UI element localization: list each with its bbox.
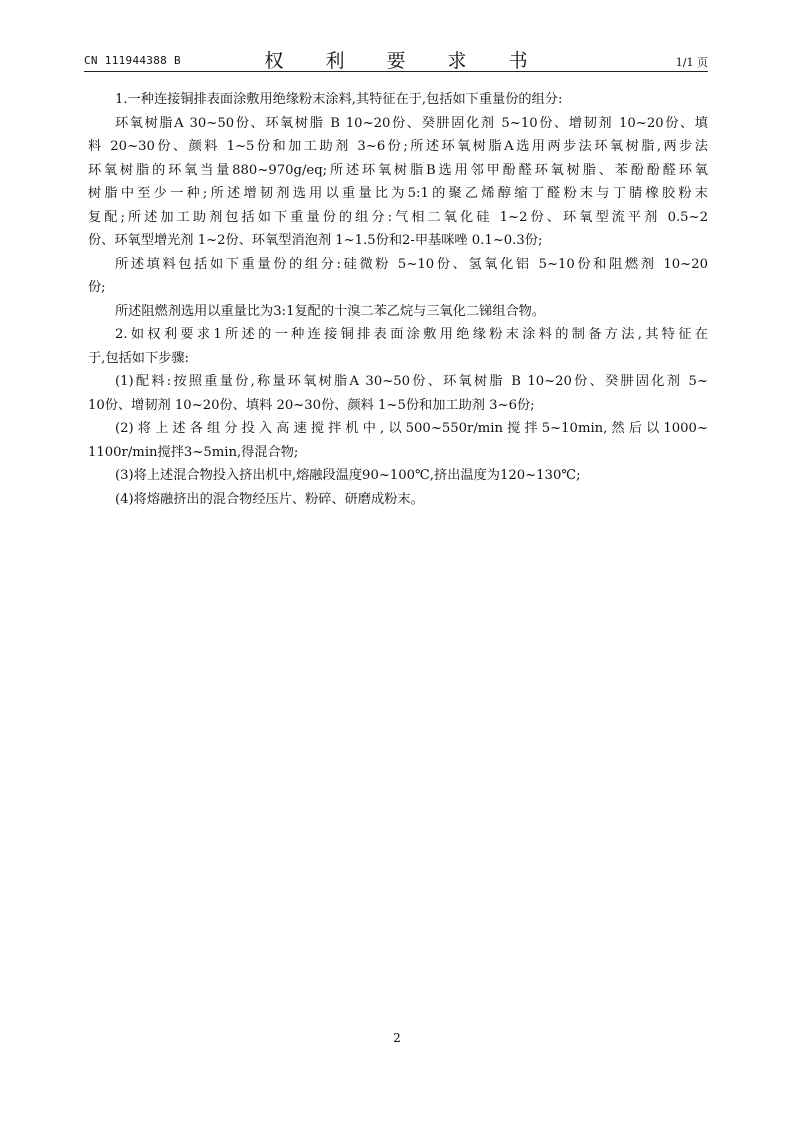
document-title: 权 利 要 求 书 bbox=[264, 50, 546, 72]
claim-1-intro bbox=[88, 88, 708, 112]
text-line: 树脂中至少一种;所述增韧剂选用以重量比为5:1的聚乙烯醇缩丁醛粉末与丁腈橡胶粉末 bbox=[88, 186, 708, 201]
page-count-label: 1/1 页 bbox=[675, 56, 708, 69]
claim-1-composition bbox=[88, 112, 708, 253]
text-line: (2)将上述各组分投入高速搅拌机中,以500~550r/min搅拌5~10min,然后以1000~ bbox=[115, 421, 708, 436]
text-line: (4)将熔融挤出的混合物经压片、粉碎、研磨成粉末。 bbox=[115, 491, 424, 507]
page-header bbox=[84, 46, 708, 70]
text-line: 2.如权利要求1所述的一种连接铜排表面涂敷用绝缘粉末涂料的制备方法,其特征在 bbox=[115, 327, 708, 342]
claim-1-flame-retardant bbox=[88, 300, 708, 324]
claim-2-intro bbox=[88, 323, 708, 370]
claim-2-step-2 bbox=[88, 417, 708, 464]
page-number: 2 bbox=[393, 1031, 401, 1045]
text-line: 份; bbox=[88, 280, 106, 295]
text-line: 所述填料包括如下重量份的组分:硅微粉 5~10份、氢氧化铝 5~10份和阻燃剂 10~20 bbox=[115, 256, 708, 272]
claim-2-step-4 bbox=[88, 488, 708, 512]
text-line: 于,包括如下步骤: bbox=[88, 350, 189, 366]
claims-body bbox=[88, 88, 708, 511]
text-line: 环氧树脂的环氧当量880~970g/eq;所述环氧树脂B选用邻甲酚醛环氧树脂、苯酚酚醛环氧 bbox=[88, 162, 708, 178]
text-line: (1)配料:按照重量份,称量环氧树脂A 30~50份、环氧树脂 B 10~20份、癸肼固化剂 5~ bbox=[115, 374, 708, 389]
text-line: 份、环氧型增光剂 1~2份、环氧型消泡剂 1~1.5份和2-甲基咪唑 0.1~0.3份; bbox=[88, 233, 543, 248]
text-line: 1100r/min搅拌3~5min,得混合物; bbox=[88, 444, 299, 460]
text-line: 环氧树脂A 30~50份、环氧树脂 B 10~20份、癸肼固化剂 5~10份、增韧剂 10~20份、填 bbox=[115, 115, 708, 131]
claim-2-step-3 bbox=[88, 464, 708, 488]
header-rule bbox=[84, 71, 708, 72]
text-line: 10份、增韧剂 10~20份、填料 20~30份、颜料 1~5份和加工助剂 3~6份; bbox=[88, 397, 535, 413]
text-line: 1.一种连接铜排表面涂敷用绝缘粉末涂料,其特征在于,包括如下重量份的组分: bbox=[115, 92, 563, 107]
text-line: 所述阻燃剂选用以重量比为3:1复配的十溴二苯乙烷与三氧化二锑组合物。 bbox=[115, 303, 546, 319]
claim-2-step-1 bbox=[88, 370, 708, 417]
patent-number: CN 111944388 B bbox=[84, 54, 181, 67]
text-line: 料 20~30份、颜料 1~5份和加工助剂 3~6份;所述环氧树脂A选用两步法环氧树脂,两步法 bbox=[88, 139, 708, 154]
text-line: (3)将上述混合物投入挤出机中,熔融段温度90~100℃,挤出温度为120~130℃; bbox=[115, 468, 581, 483]
claim-1-filler bbox=[88, 253, 708, 300]
text-line: 复配;所述加工助剂包括如下重量份的组分:气相二氧化硅 1~2份、环氧型流平剂 0.5~2 bbox=[88, 209, 708, 225]
